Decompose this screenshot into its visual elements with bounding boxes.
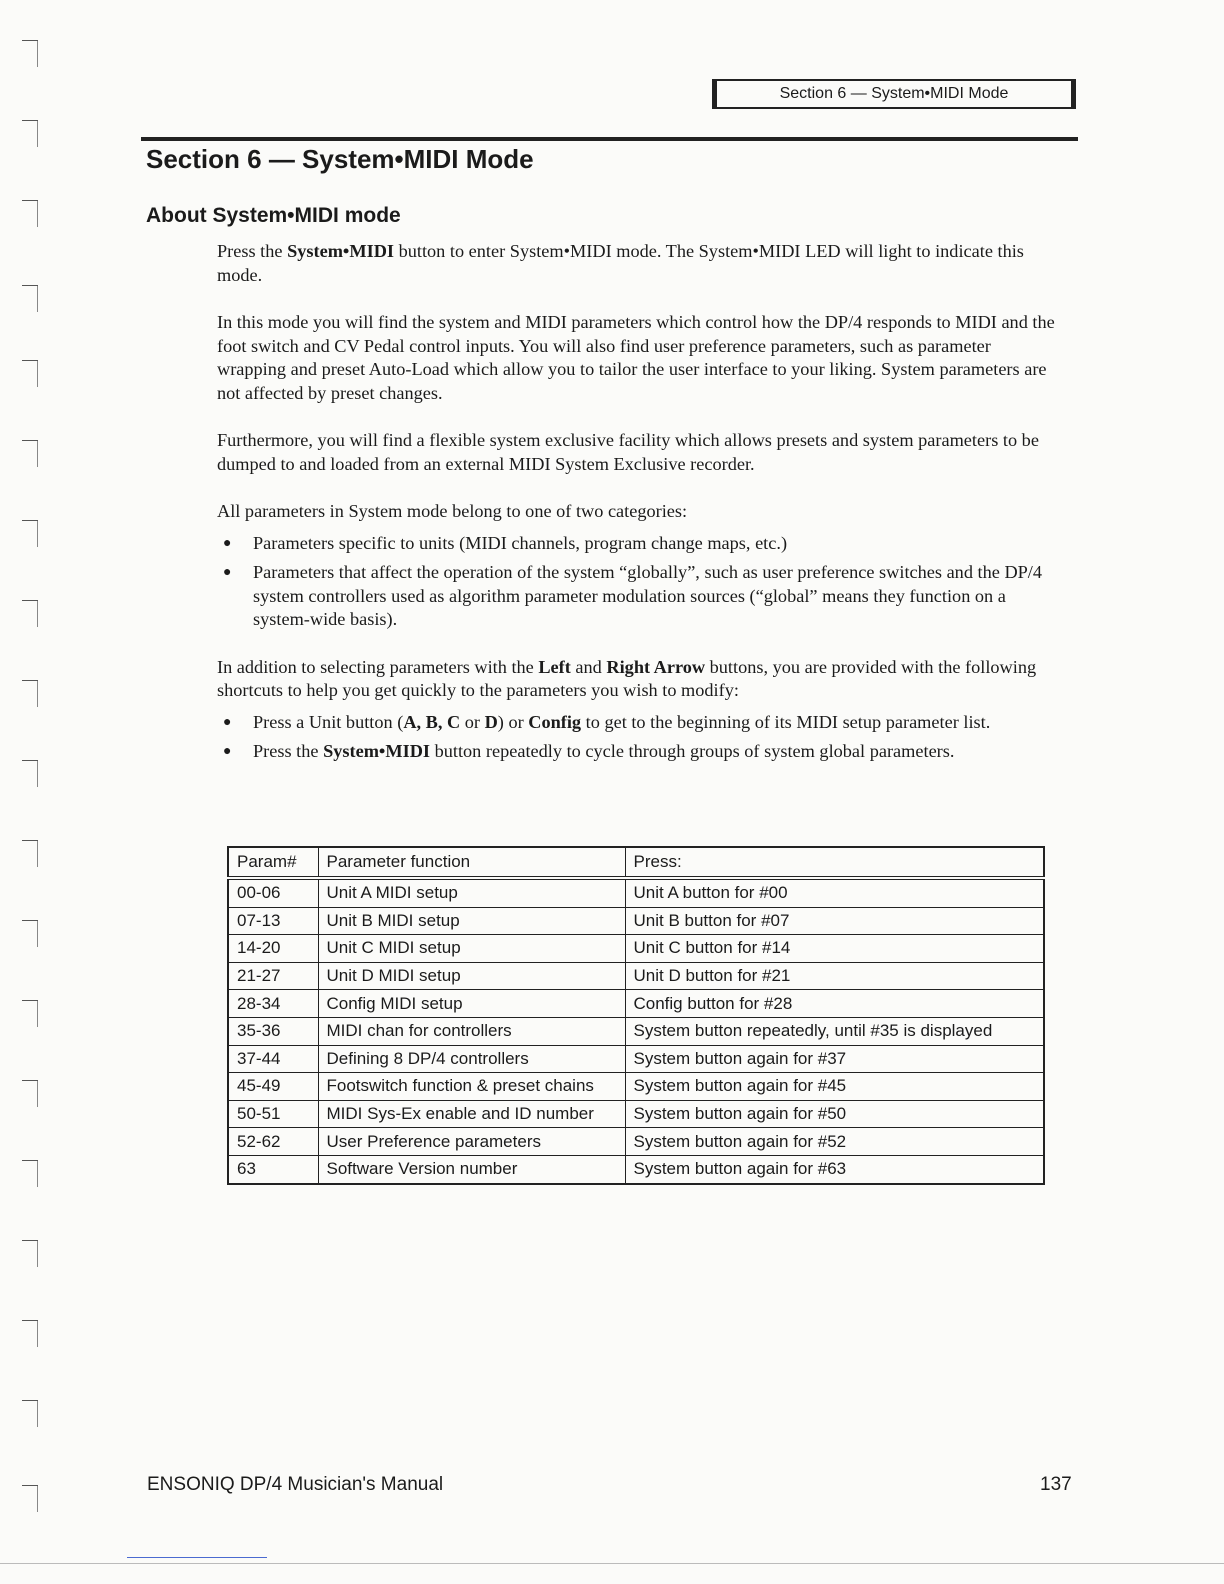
function-cell: MIDI Sys-Ex enable and ID number	[318, 1100, 625, 1128]
press-cell: Unit B button for #07	[625, 907, 1044, 935]
list-item: ● Press the System•MIDI button repeatedly to cycle through groups of system global parameters.	[217, 740, 1062, 764]
table-row	[228, 1045, 1044, 1073]
title-rule	[141, 137, 1078, 141]
function-cell: Config MIDI setup	[318, 990, 625, 1018]
parameter-table	[227, 846, 1045, 1185]
table-row	[228, 1017, 1044, 1045]
table-row	[228, 962, 1044, 990]
table-row	[228, 907, 1044, 935]
function-cell: Unit A MIDI setup	[318, 878, 625, 907]
column-header: Parameter function	[318, 847, 625, 878]
press-cell: System button again for #63	[625, 1155, 1044, 1183]
param-cell: 00-06	[228, 878, 318, 907]
param-cell: 50-51	[228, 1100, 318, 1128]
param-cell: 14-20	[228, 935, 318, 963]
table-row	[228, 935, 1044, 963]
list-item: ● Parameters specific to units (MIDI channels, program change maps, etc.)	[217, 532, 1062, 556]
function-cell: Footswitch function & preset chains	[318, 1073, 625, 1101]
function-cell: User Preference parameters	[318, 1128, 625, 1156]
table-row	[228, 1155, 1044, 1183]
function-cell: MIDI chan for controllers	[318, 1017, 625, 1045]
list-item: ● Parameters that affect the operation of the system “globally”, such as user preference switches and the DP/4 system controllers used as algorithm parameter modulation sources (“global” means they function on a system-wide basis).	[223, 562, 1043, 629]
running-header-text: Section 6 — System•MIDI Mode	[779, 85, 1009, 102]
paragraph-3: Furthermore, you will find a flexible system exclusive facility which allows presets and system parameters to be dumped to and loaded from an external MIDI System Exclusive recorder.	[217, 430, 1039, 474]
table-row	[228, 1100, 1044, 1128]
param-cell: 21-27	[228, 962, 318, 990]
binding-marks	[0, 0, 60, 1584]
press-cell: System button again for #45	[625, 1073, 1044, 1101]
table-row	[228, 1128, 1044, 1156]
function-cell: Unit B MIDI setup	[318, 907, 625, 935]
list-item: ● Press a Unit button (A, B, C or D) or Config to get to the beginning of its MIDI setup parameter list.	[217, 711, 1062, 735]
param-cell: 35-36	[228, 1017, 318, 1045]
bottom-edge-rule	[0, 1563, 1224, 1564]
param-cell: 07-13	[228, 907, 318, 935]
paragraph-1: Press the System•MIDI button to enter System•MIDI mode. The System•MIDI LED will light to indicate this mode.	[217, 241, 1024, 285]
page-number: 137	[1040, 1474, 1072, 1495]
function-cell: Defining 8 DP/4 controllers	[318, 1045, 625, 1073]
param-cell: 28-34	[228, 990, 318, 1018]
bullet-icon: ●	[223, 565, 232, 580]
table-row	[228, 1073, 1044, 1101]
running-header	[712, 79, 1076, 109]
paragraph-4: All parameters in System mode belong to one of two categories:	[217, 501, 688, 521]
bottom-link-line	[127, 1557, 267, 1558]
table-row	[228, 878, 1044, 907]
press-cell: Unit C button for #14	[625, 935, 1044, 963]
press-cell: Unit A button for #00	[625, 878, 1044, 907]
footer-manual-title: ENSONIQ DP/4 Musician's Manual	[147, 1474, 444, 1495]
table-header-row	[228, 847, 1044, 878]
table-row	[228, 990, 1044, 1018]
column-header: Param#	[228, 847, 318, 878]
press-cell: System button again for #50	[625, 1100, 1044, 1128]
shortcut-list	[217, 711, 1062, 764]
page-title: Section 6 — System•MIDI Mode	[146, 144, 534, 174]
section-subheading: About System•MIDI mode	[146, 204, 401, 227]
bullet-icon: ●	[223, 744, 232, 759]
param-cell: 52-62	[228, 1128, 318, 1156]
press-cell: System button again for #52	[625, 1128, 1044, 1156]
function-cell: Software Version number	[318, 1155, 625, 1183]
body-text	[217, 240, 1062, 770]
paragraph-5: In addition to selecting parameters with the Left and Right Arrow buttons, you are provided with the following shortcuts to help you get quickly to the parameters you wish to modify:	[217, 656, 1037, 700]
paragraph-2: In this mode you will find the system and MIDI parameters which control how the DP/4 responds to MIDI and the foot switch and CV Pedal control inputs. You will also find user preference parameters, such as parameter wrapping and preset Auto-Load which allow you to tailor the user interface to your liking. System parameters are not affected by preset changes.	[217, 312, 1055, 403]
bullet-icon: ●	[223, 535, 232, 551]
param-cell: 63	[228, 1155, 318, 1183]
bullet-icon: ●	[223, 714, 232, 730]
param-cell: 45-49	[228, 1073, 318, 1101]
press-cell: Unit D button for #21	[625, 962, 1044, 990]
press-cell: System button again for #37	[625, 1045, 1044, 1073]
press-cell: System button repeatedly, until #35 is displayed	[625, 1017, 1044, 1045]
press-cell: Config button for #28	[625, 990, 1044, 1018]
function-cell: Unit D MIDI setup	[318, 962, 625, 990]
column-header: Press:	[625, 847, 1044, 878]
function-cell: Unit C MIDI setup	[318, 935, 625, 963]
category-list	[217, 532, 1062, 632]
param-cell: 37-44	[228, 1045, 318, 1073]
